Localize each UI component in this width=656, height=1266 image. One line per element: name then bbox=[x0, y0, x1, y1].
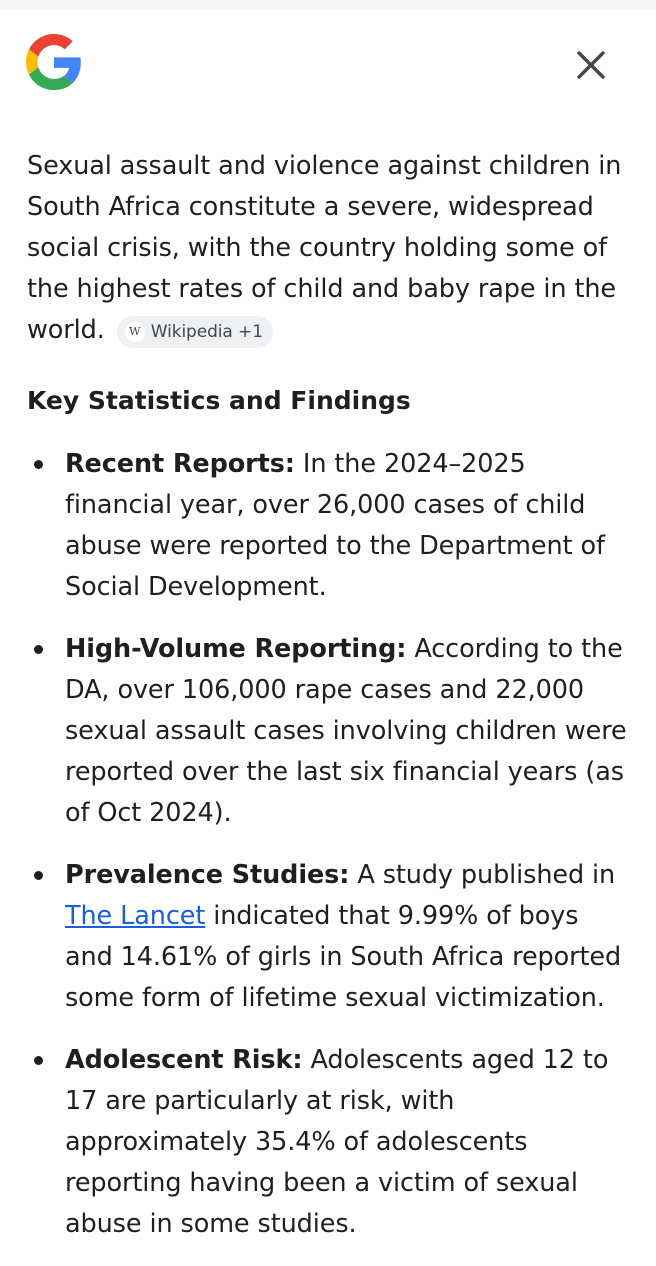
close-icon bbox=[575, 49, 607, 81]
google-g-icon bbox=[26, 34, 82, 90]
bullet-icon bbox=[34, 1056, 43, 1065]
list-item bbox=[27, 629, 632, 834]
bullet-title: Adolescent Risk: bbox=[65, 1045, 303, 1075]
bullet-title: High-Volume Reporting: bbox=[65, 634, 407, 664]
bullet-title: Prevalence Studies: bbox=[65, 860, 350, 890]
wikipedia-icon: W bbox=[125, 322, 145, 342]
status-bar-strip bbox=[0, 0, 656, 10]
header bbox=[0, 10, 656, 120]
bullet-text: Adolescents aged 12 to 17 are particularly at risk, with approximately 35.4% of adolescents reporting having been a victim of sexual abuse in some studies. bbox=[65, 1045, 609, 1239]
bullet-icon bbox=[34, 645, 43, 654]
intro-text: Sexual assault and violence against children in South Africa constitute a severe, widespread social crisis, with the country holding some of the highest rates of child and baby rape in the world. bbox=[27, 151, 622, 345]
list-item bbox=[27, 1040, 632, 1245]
list-item bbox=[27, 855, 632, 1019]
close-button[interactable] bbox=[566, 40, 616, 90]
bullet-icon bbox=[34, 871, 43, 880]
section-heading: Key Statistics and Findings bbox=[27, 386, 411, 415]
source-chip-label: Wikipedia +1 bbox=[150, 321, 263, 342]
lancet-link[interactable]: The Lancet bbox=[65, 901, 206, 931]
list-item bbox=[27, 444, 632, 608]
bullet-text: According to the DA, over 106,000 rape cases and 22,000 sexual assault cases involving children were reported over the last six financial years (as of Oct 2024). bbox=[65, 634, 627, 828]
answer-content bbox=[27, 146, 632, 1266]
bullet-icon bbox=[34, 460, 43, 469]
bullet-text: indicated that 9.99% of boys and 14.61% of girls in South Africa reported some form of lifetime sexual victimization. bbox=[65, 901, 622, 1013]
bullet-title: Recent Reports: bbox=[65, 449, 295, 479]
intro-paragraph bbox=[27, 146, 632, 351]
bullet-text: A study published in bbox=[349, 860, 616, 890]
source-chip[interactable] bbox=[117, 316, 273, 348]
findings-list bbox=[27, 444, 632, 1245]
bullet-text: In the 2024–2025 financial year, over 26,000 cases of child abuse were reported to the Department of Social Development. bbox=[65, 449, 605, 602]
